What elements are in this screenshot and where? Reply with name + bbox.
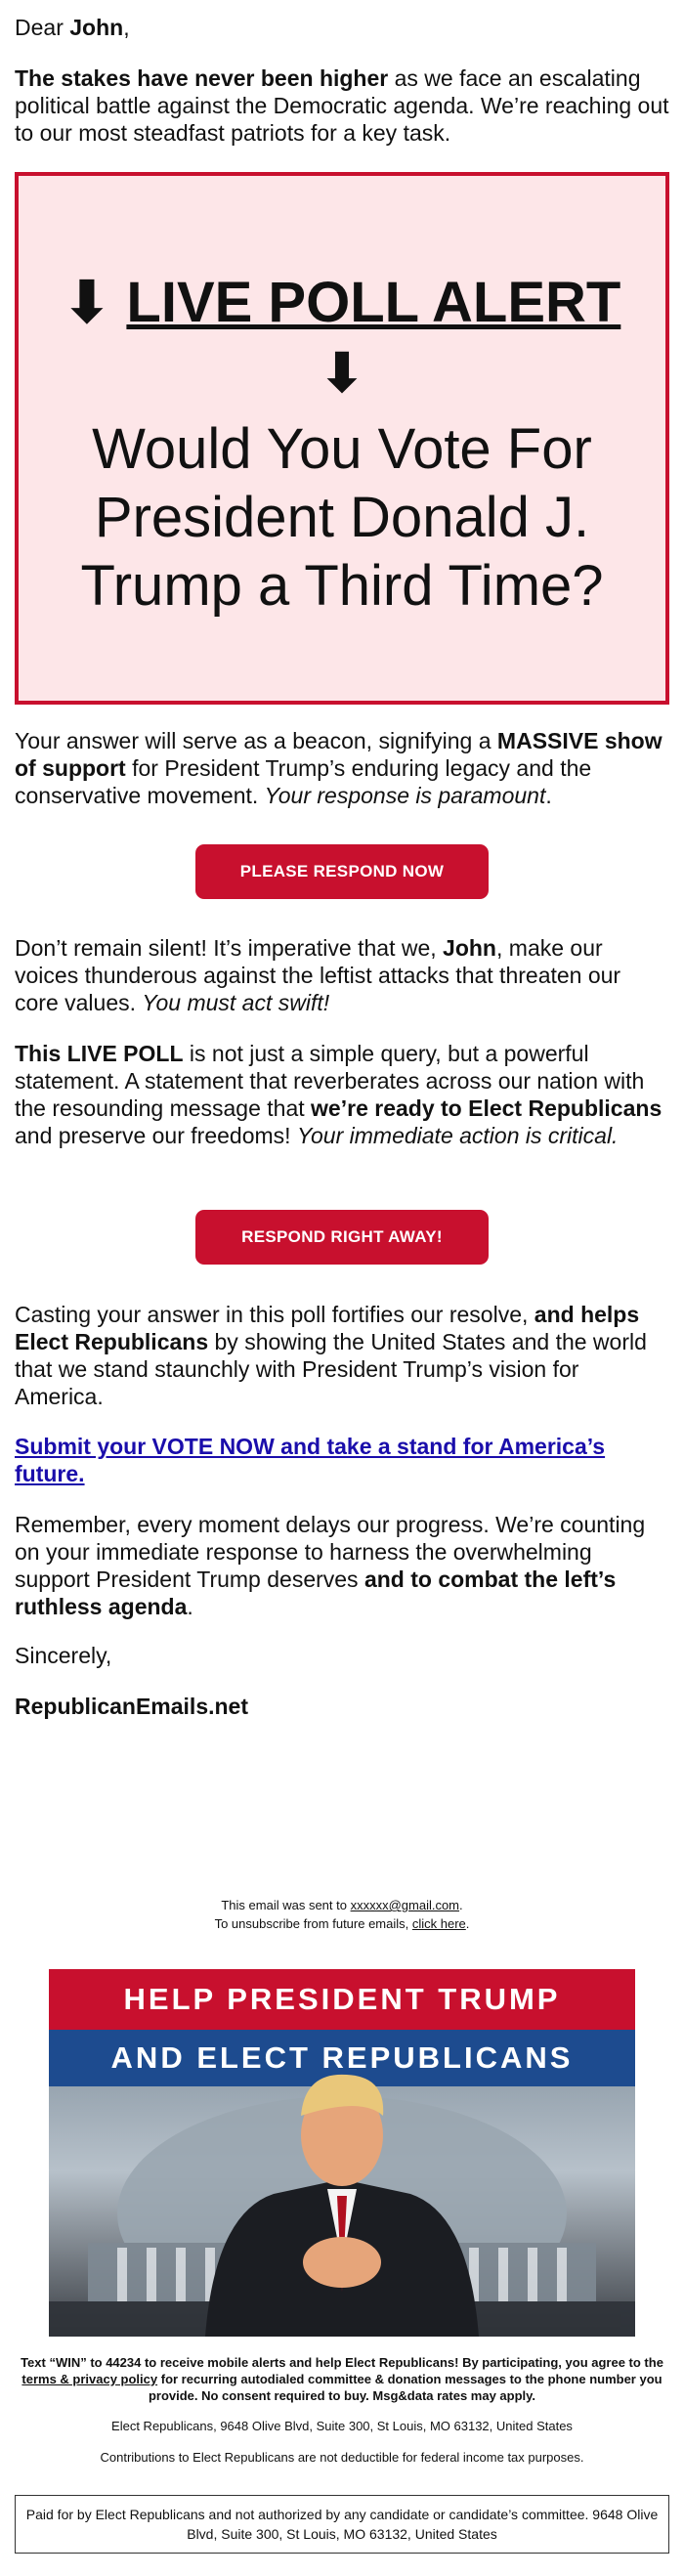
casting-text: Casting your answer in this poll fortifies our resolve, bbox=[15, 1302, 534, 1327]
poll-question: Would You Vote For President Donald J. Trump a Third Time? bbox=[80, 417, 604, 618]
submit-vote-link[interactable]: Submit your VOTE NOW and take a stand for America’s future. bbox=[15, 1434, 606, 1486]
arrow-down-icon: ⬇ bbox=[320, 344, 364, 403]
mailing-address: Elect Republicans, 9648 Olive Blvd, Suite 300, St Louis, MO 63132, United States bbox=[111, 2419, 573, 2433]
silent-text: Don’t remain silent! It’s imperative that we, bbox=[15, 935, 444, 961]
sms-text-2: for recurring autodialed committee & donation messages to the phone number you provide. No consent required to buy. Msg&data rates may apply. bbox=[148, 2372, 663, 2403]
banner-line-1: HELP PRESIDENT TRUMP bbox=[123, 1982, 561, 2016]
poll-paragraph bbox=[15, 1040, 669, 1149]
silent-name: John bbox=[443, 935, 496, 961]
greeting-suffix: , bbox=[123, 15, 130, 40]
arrow-down-icon: ⬇ bbox=[63, 271, 111, 334]
vote-link-paragraph bbox=[15, 1433, 669, 1487]
beacon-text-2: for President Trump’s enduring legacy and the conservative movement. bbox=[15, 755, 592, 808]
poll-title bbox=[19, 269, 665, 337]
remember-end: . bbox=[187, 1594, 193, 1619]
respond-right-away-button[interactable]: RESPOND RIGHT AWAY! bbox=[195, 1210, 489, 1265]
greeting bbox=[15, 14, 669, 41]
paid-for-text: Paid for by Elect Republicans and not authorized by any candidate or candidate’s committee. 9648 Olive Blvd, Suite 300, St Louis, MO 63132, United States bbox=[25, 2507, 659, 2542]
beacon-text: Your answer will serve as a beacon, signifying a bbox=[15, 728, 497, 753]
closing: Sincerely, bbox=[15, 1643, 112, 1668]
sent-to-end: . bbox=[459, 1898, 463, 1912]
banner-line-2: AND ELECT REPUBLICANS bbox=[110, 2040, 574, 2075]
remember-paragraph bbox=[15, 1511, 669, 1620]
remember-text: Remember, every moment delays our progress. We’re counting on your immediate response to harness the overwhelming support President Trump deserves bbox=[15, 1512, 646, 1592]
unsubscribe-link[interactable]: click here bbox=[411, 1916, 466, 1931]
beacon-italic: Your response is paramount bbox=[264, 783, 546, 808]
silent-italic: You must act swift! bbox=[142, 990, 330, 1015]
terms-privacy-link[interactable]: terms & privacy policy bbox=[21, 2372, 158, 2386]
poll-para-bold-2: we’re ready to Elect Republicans bbox=[311, 1095, 663, 1121]
sms-text: Text “WIN” to 44234 to receive mobile alerts and help Elect Republicans! By participating, you agree to the bbox=[21, 2355, 663, 2370]
sms-disclaimer bbox=[15, 2354, 669, 2404]
recipient-email-link[interactable]: xxxxxx@gmail.com bbox=[350, 1898, 460, 1912]
unsubscribe-text: To unsubscribe from future emails, bbox=[214, 1916, 412, 1931]
intro-paragraph bbox=[15, 64, 669, 147]
poll-para-text-2: and preserve our freedoms! bbox=[15, 1123, 297, 1148]
capitol-and-figure-illustration bbox=[49, 1969, 635, 2337]
poll-para-text: is not just a simple query, but a powerful statement. A statement that reverberates across our nation with the resounding message that bbox=[15, 1041, 645, 1121]
beacon-end: . bbox=[545, 783, 552, 808]
silent-paragraph bbox=[15, 934, 669, 1016]
poll-title-text: LIVE POLL ALERT bbox=[126, 271, 621, 334]
sent-to-line bbox=[0, 1896, 684, 1914]
unsubscribe-line bbox=[0, 1914, 684, 1933]
campaign-banner-image[interactable] bbox=[49, 1969, 635, 2337]
casting-bold: and helps Elect Republicans bbox=[15, 1302, 640, 1354]
casting-paragraph bbox=[15, 1301, 669, 1410]
intro-bold: The stakes have never been higher bbox=[15, 65, 389, 91]
poll-para-bold: This LIVE POLL bbox=[15, 1041, 184, 1066]
tax-disclaimer: Contributions to Elect Republicans are not deductible for federal income tax purposes. bbox=[100, 2450, 584, 2465]
paid-for-notice bbox=[15, 2495, 669, 2554]
intro-text: as we face an escalating political battle against the Democratic agenda. We’re reaching out to our most steadfast patriots for a key task. bbox=[15, 65, 669, 146]
casting-text-2: by showing the United States and the world that we stand staunchly with President Trump’s vision for America. bbox=[15, 1329, 647, 1409]
unsubscribe-end: . bbox=[465, 1916, 470, 1931]
beacon-paragraph bbox=[15, 727, 669, 809]
live-poll-box bbox=[15, 172, 669, 705]
sent-to-text: This email was sent to bbox=[221, 1898, 351, 1912]
remember-bold: and to combat the left’s ruthless agenda bbox=[15, 1567, 617, 1619]
greeting-prefix: Dear bbox=[15, 15, 70, 40]
signature: RepublicanEmails.net bbox=[15, 1694, 249, 1719]
please-respond-button[interactable]: PLEASE RESPOND NOW bbox=[195, 844, 489, 899]
recipient-name: John bbox=[69, 15, 124, 40]
beacon-bold: MASSIVE show of support bbox=[15, 728, 663, 781]
poll-para-italic: Your immediate action is critical. bbox=[296, 1123, 619, 1148]
silent-text-2: , make our voices thunderous against the leftist attacks that threaten our core values. bbox=[15, 935, 621, 1015]
